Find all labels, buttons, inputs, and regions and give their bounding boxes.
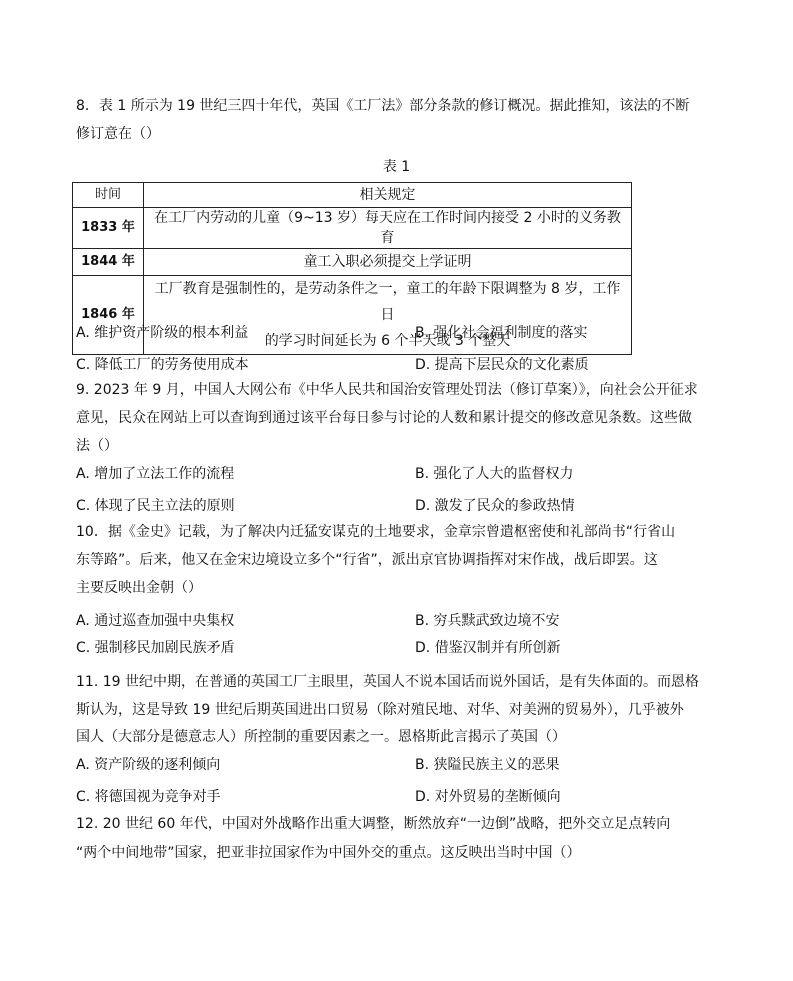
- q10-stem-line-2: 东等路”。后来，他又在金宋边境设立多个“行省”，派出京官协调指挥对宋作战，战后即罢。这: [76, 552, 658, 568]
- q11-option-a[interactable]: A. 资产阶级的逐利倾向: [76, 757, 221, 773]
- q9-stem-line-1: 9. 2023 年 9 月，中国人大网公布《中华人民共和国治安管理处罚法（修订草案）》，向社会公开征求: [76, 382, 698, 398]
- q9-option-d[interactable]: D. 激发了民众的参政热情: [415, 498, 575, 514]
- q11-stem-line-3: 国人（大部分是德意志人）所控制的重要因素之一。恩格斯此言揭示了英国（）: [76, 729, 566, 745]
- row-text-line: 工厂教育是强制性的，是劳动条件之一，童工的年龄下限调整为 8 岁，工作日: [154, 281, 621, 323]
- row-text-line: 的学习时间延长为 6 个半天或 3 个整天: [264, 333, 511, 349]
- header-rules: 相关规定: [144, 183, 632, 208]
- q9-option-c[interactable]: C. 体现了民主立法的原则: [76, 498, 235, 514]
- table-row: [73, 208, 632, 249]
- table-caption: 表 1: [382, 159, 411, 175]
- q11-stem-line-1: 11. 19 世纪中期，在普通的英国工厂主眼里，英国人不说本国话而说外国话，是有失体面的。而恩格: [76, 674, 699, 690]
- q10-option-b[interactable]: B. 穷兵黩武致边境不安: [415, 613, 560, 629]
- q10-option-c[interactable]: C. 强制移民加剧民族矛盾: [76, 640, 235, 656]
- q11-option-d[interactable]: D. 对外贸易的垄断倾向: [415, 789, 561, 805]
- q12-stem-line-1: 12. 20 世纪 60 年代，中国对外战略作出重大调整，断然放弃“一边倒”战略，把外交立足点转向: [76, 816, 671, 832]
- row-text: 在工厂内劳动的儿童（9~13 岁）每天应在工作时间内接受 2 小时的义务教育: [144, 208, 632, 249]
- q9-stem-line-3: 法（）: [76, 438, 118, 454]
- q8-option-b[interactable]: B. 强化社会福利制度的落实: [415, 325, 588, 341]
- row-year: 1844 年: [73, 249, 144, 276]
- q11-option-c[interactable]: C. 将德国视为竞争对手: [76, 789, 221, 805]
- row-year: 1833 年: [73, 208, 144, 249]
- q10-stem-line-1: 10．据《金史》记载，为了解决内迁猛安谋克的土地要求，金章宗曾遣枢密使和礼部尚书“行省山: [76, 524, 676, 540]
- q10-option-a[interactable]: A. 通过巡查加强中央集权: [76, 613, 235, 629]
- q8-option-d[interactable]: D. 提高下层民众的文化素质: [415, 357, 589, 373]
- table-header-row: [73, 183, 632, 208]
- q10-stem-line-3: 主要反映出金朝（）: [76, 580, 202, 596]
- q10-option-d[interactable]: D. 借鉴汉制并有所创新: [415, 640, 561, 656]
- q12-stem-line-2: “两个中间地带”国家，把亚非拉国家作为中国外交的重点。这反映出当时中国（）: [76, 845, 581, 861]
- row-year: 1846 年: [73, 276, 144, 355]
- q8-option-c[interactable]: C. 降低工厂的劳务使用成本: [76, 357, 249, 373]
- q8-option-a[interactable]: A. 维护资产阶级的根本利益: [76, 325, 249, 341]
- q11-stem-line-2: 斯认为，这是导致 19 世纪后期英国进出口贸易（除对殖民地、对华、对美洲的贸易外），几乎被外: [76, 702, 684, 718]
- header-time: 时间: [73, 183, 144, 208]
- q8-stem-line-2: 修订意在（）: [76, 126, 160, 142]
- table-row: [73, 249, 632, 276]
- q9-option-b[interactable]: B. 强化了人大的监督权力: [415, 466, 574, 482]
- q8-stem-line-1: 8．表 1 所示为 19 世纪三四十年代，英国《工厂法》部分条款的修订概况。据此推知，该法的不断: [76, 98, 690, 114]
- q11-option-b[interactable]: B. 狭隘民族主义的恶果: [415, 757, 560, 773]
- q9-stem-line-2: 意见，民众在网站上可以查询到通过该平台每日参与讨论的人数和累计提交的修改意见条数。这些做: [76, 410, 692, 426]
- row-text: 童工入职必须提交上学证明: [144, 249, 632, 276]
- q9-option-a[interactable]: A. 增加了立法工作的流程: [76, 466, 235, 482]
